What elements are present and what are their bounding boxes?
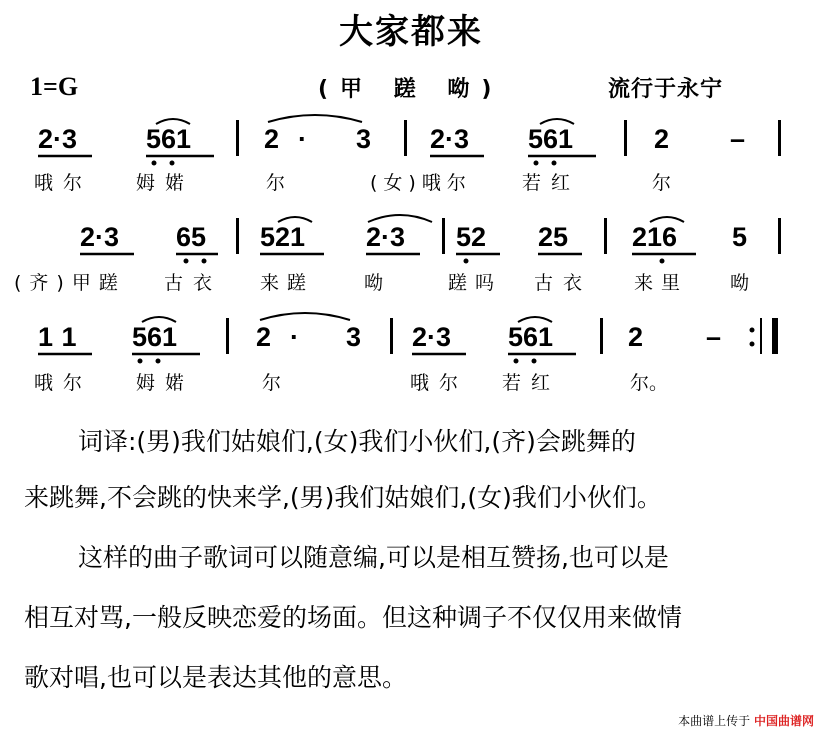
note-group: 2·3 <box>430 124 470 154</box>
note-group: 561 <box>508 322 554 352</box>
slur-mark <box>650 217 684 222</box>
slur-mark <box>278 217 312 222</box>
note-paragraph-line-3: 歌对唱,也可以是表达其他的意思。 <box>24 663 407 692</box>
octave-dot <box>170 161 175 166</box>
note-paragraph-line-2: 相互对骂,一般反映恋爱的场面。但这种调子不仅仅用来做情 <box>24 603 682 632</box>
note-group: 2·3 <box>412 322 452 352</box>
repeat-dot <box>750 342 755 347</box>
repeat-dot <box>750 328 755 333</box>
octave-dot <box>514 359 519 364</box>
note-group: 2·3 <box>366 222 406 252</box>
lyric: 若红 <box>502 372 561 394</box>
lyric: (女)哦尔 <box>370 172 472 194</box>
lyric: 哦尔 <box>34 372 93 394</box>
lyric: 呦 <box>364 272 384 294</box>
octave-dot <box>202 259 207 264</box>
note-group: 561 <box>146 124 192 154</box>
note-group: 216 <box>632 222 678 252</box>
note-group: 561 <box>528 124 574 154</box>
note-group: 5 <box>732 222 748 252</box>
lyric: 尔。 <box>630 372 669 394</box>
slur-mark <box>540 119 574 124</box>
slur-mark <box>268 115 362 122</box>
note-group: 521 <box>260 222 306 252</box>
note-group: 2 <box>654 124 670 154</box>
song-origin: 流行于永宁 <box>608 77 724 102</box>
lyric: 哦尔 <box>410 372 469 394</box>
site-watermark <box>678 712 814 729</box>
octave-dot <box>156 359 161 364</box>
note-group: 25 <box>538 222 569 252</box>
translation-line-2: 来跳舞,不会跳的快来学,(男)我们姑娘们,(女)我们小伙们。 <box>24 483 662 512</box>
lyric: 若红 <box>522 172 581 194</box>
lyric: 来里 <box>634 272 689 294</box>
lyric: 来蹉 <box>260 272 315 294</box>
lyric: 哦尔 <box>34 172 93 194</box>
octave-dot <box>532 359 537 364</box>
lyric: 尔 <box>266 172 286 194</box>
octave-dot <box>534 161 539 166</box>
lyric: 尔 <box>262 372 282 394</box>
note-group: 11 <box>38 322 87 352</box>
song-subtitle: (甲 蹉 呦) <box>318 77 504 102</box>
augmentation-dot: · <box>290 322 299 352</box>
note-group: 2 <box>256 322 272 352</box>
note-paragraph-line-1: 这样的曲子歌词可以随意编,可以是相互赞扬,也可以是 <box>78 543 669 572</box>
lyric: 呦 <box>730 272 750 294</box>
note-group: 3 <box>356 124 372 154</box>
octave-dot <box>152 161 157 166</box>
note-group: 65 <box>176 222 207 252</box>
note-group: 561 <box>132 322 178 352</box>
lyric: 姆婼 <box>136 372 195 394</box>
slur-mark <box>368 215 432 222</box>
lyric: 姆婼 <box>136 172 195 194</box>
slur-mark <box>142 317 176 322</box>
note-group: 2·3 <box>38 124 78 154</box>
octave-dot <box>464 259 469 264</box>
key-signature: 1=G <box>30 72 79 101</box>
lyric: 尔 <box>652 172 672 194</box>
extension-dash: – <box>730 124 746 154</box>
note-group: 2·3 <box>80 222 120 252</box>
slur-mark <box>260 313 350 320</box>
lyric: 古衣 <box>164 272 223 294</box>
augmentation-dot: · <box>298 124 307 154</box>
octave-dot <box>552 161 557 166</box>
lyric: 古衣 <box>534 272 593 294</box>
note-group: 2 <box>264 124 280 154</box>
translation-line-1: 词译:(男)我们姑娘们,(女)我们小伙们,(齐)会跳舞的 <box>78 427 636 456</box>
extension-dash: – <box>706 322 722 352</box>
note-group: 2 <box>628 322 644 352</box>
lyric: (齐)甲蹉 <box>14 272 126 294</box>
note-group: 52 <box>456 222 487 252</box>
octave-dot <box>184 259 189 264</box>
slur-mark <box>518 317 552 322</box>
note-group: 3 <box>346 322 362 352</box>
lyric: 蹉吗 <box>448 272 503 294</box>
octave-dot <box>660 259 665 264</box>
song-title: 大家都来 <box>339 12 483 52</box>
slur-mark <box>156 119 190 124</box>
site-logo: 中国曲谱网 <box>753 714 814 728</box>
octave-dot <box>138 359 143 364</box>
upload-label: 本曲谱上传于 <box>678 714 751 728</box>
